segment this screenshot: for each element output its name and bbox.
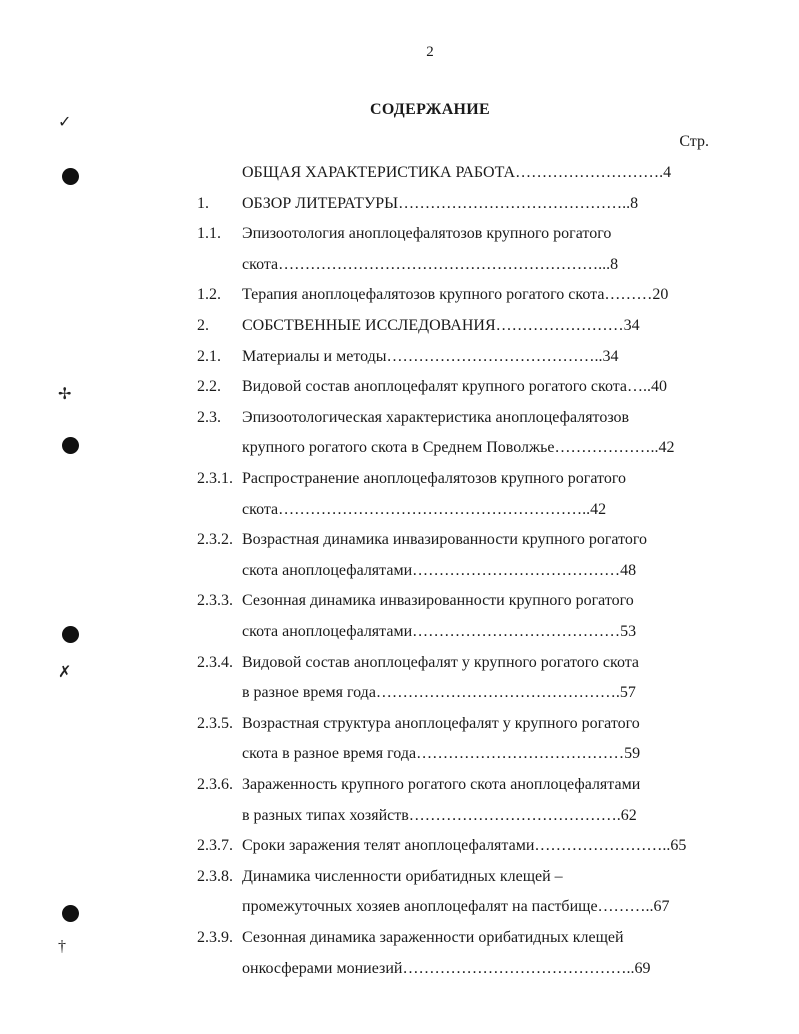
scan-artifact-icon: ✓ xyxy=(58,114,72,131)
toc-entry-text: Сезонная динамика инвазированности крупного рогатого xyxy=(242,592,634,609)
toc-entry-number: 2.3.7. xyxy=(197,837,233,854)
toc-entry-text: Терапия аноплоцефалятозов крупного рогатого скота………20 xyxy=(242,286,669,303)
toc-entry-number: 2.3.1. xyxy=(197,470,233,487)
toc-entry-text: крупного рогатого скота в Среднем Поволжье………………..42 xyxy=(242,439,675,456)
scan-artifact-icon: † xyxy=(58,938,66,955)
toc-entry-number: 2. xyxy=(197,317,209,334)
toc-entry-text: ОБЗОР ЛИТЕРАТУРЫ……………………………………..8 xyxy=(242,195,639,212)
toc-entry-number: 2.1. xyxy=(197,348,221,365)
toc-entry-text: Материалы и методы…………………………………..34 xyxy=(242,348,619,365)
toc-entry-text: Видовой состав аноплоцефалят крупного рогатого скота…..40 xyxy=(242,378,668,395)
toc-entry-number: 1.1. xyxy=(197,225,221,242)
toc-entry-text: скота……………………………………………………...8 xyxy=(242,256,619,273)
toc-entry-text: скота аноплоцефалятами…………………………………53 xyxy=(242,623,637,640)
toc-entry-text: Зараженность крупного рогатого скота аноплоцефалятами xyxy=(242,776,641,793)
punch-hole-icon xyxy=(62,905,79,922)
toc-entry-text: Возрастная динамика инвазированности крупного рогатого xyxy=(242,531,648,548)
punch-hole-icon xyxy=(62,168,79,185)
toc-entry-text: скота аноплоцефалятами…………………………………48 xyxy=(242,562,637,579)
toc-entry-text: в разное время года……………………………………….57 xyxy=(242,684,636,701)
toc-entry-number: 1. xyxy=(197,195,209,212)
toc-entry-text: онкосферами мониезий……………………………………..69 xyxy=(242,960,651,977)
toc-entry-number: 2.3.6. xyxy=(197,776,233,793)
pages-column-label: Стр. xyxy=(679,133,709,150)
punch-hole-icon xyxy=(62,437,79,454)
punch-hole-icon xyxy=(62,626,79,643)
toc-entry-number: 2.3.5. xyxy=(197,715,233,732)
toc-entry-text: Возрастная структура аноплоцефалят у крупного рогатого xyxy=(242,715,640,732)
toc-entry-text: Эпизоотологическая характеристика аноплоцефалятозов xyxy=(242,409,630,426)
toc-entry-text: в разных типах хозяйств………………………………….62 xyxy=(242,807,637,824)
toc-entry-number: 2.3.2. xyxy=(197,531,233,548)
toc-entry-text: Видовой состав аноплоцефалят у крупного рогатого скота xyxy=(242,654,640,671)
toc-entry-number: 2.3.4. xyxy=(197,654,233,671)
toc-entry-text: скота…………………………………………………..42 xyxy=(242,501,607,518)
toc-entry-text: СОБСТВЕННЫЕ ИССЛЕДОВАНИЯ……………………34 xyxy=(242,317,640,334)
page-number: 2 xyxy=(426,44,434,60)
toc-entry-number: 2.3.3. xyxy=(197,592,233,609)
toc-entry-text: промежуточных хозяев аноплоцефалят на пастбище………..67 xyxy=(242,898,670,915)
toc-entry-text: Сезонная динамика зараженности орибатидных клещей xyxy=(242,929,624,946)
toc-entry-number: 2.2. xyxy=(197,378,221,395)
toc-entry-text: Сроки заражения телят аноплоцефалятами……………………..65 xyxy=(242,837,687,854)
toc-entry-number: 2.3.9. xyxy=(197,929,233,946)
page-title: СОДЕРЖАНИЕ xyxy=(369,101,491,118)
toc-entry-text: скота в разное время года…………………………………59 xyxy=(242,745,641,762)
toc-entry-number: 1.2. xyxy=(197,286,221,303)
scan-artifact-icon: ✢ xyxy=(58,386,72,403)
toc-entry-text: Эпизоотология аноплоцефалятозов крупного рогатого xyxy=(242,225,612,242)
scan-artifact-icon: ✗ xyxy=(58,664,72,681)
toc-entry-text: ОБЩАЯ ХАРАКТЕРИСТИКА РАБОТА……………………….4 xyxy=(242,164,672,181)
toc-entry-text: Динамика численности орибатидных клещей – xyxy=(242,868,563,885)
toc-entry-number: 2.3.8. xyxy=(197,868,233,885)
toc-entry-number: 2.3. xyxy=(197,409,221,426)
toc-entry-text: Распространение аноплоцефалятозов крупного рогатого xyxy=(242,470,626,487)
